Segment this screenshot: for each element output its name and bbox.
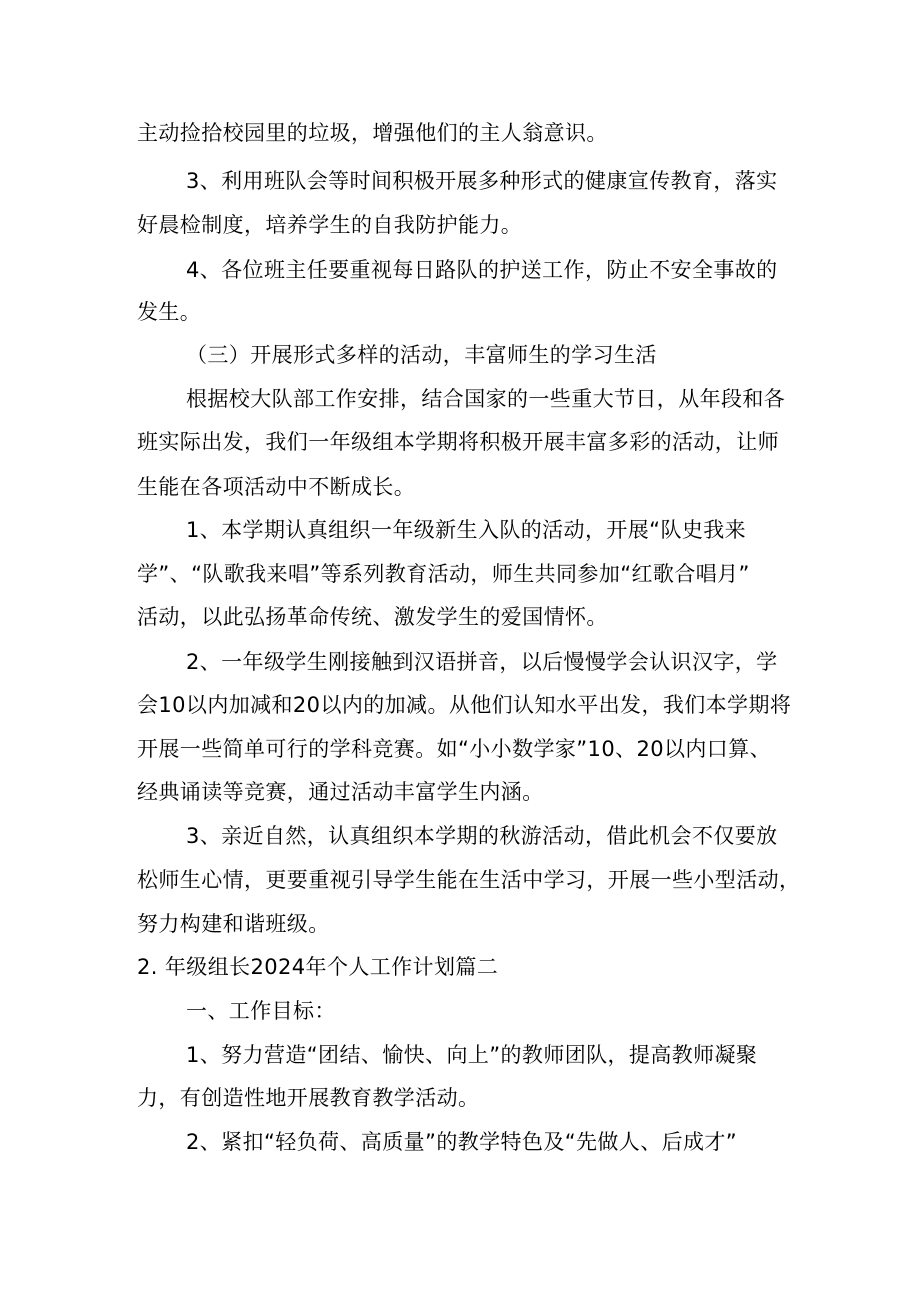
text-line: 4、各位班主任要重视每日路队的护送工作，防止不安全事故的 xyxy=(186,258,778,282)
text-line: 班实际出发，我们一年级组本学期将积极开展丰富多彩的活动，让师 xyxy=(137,430,779,454)
text-line: 经典诵读等竞赛，通过活动丰富学生内涵。 xyxy=(137,780,544,804)
text-line: 主动捡拾校园里的垃圾，增强他们的主人翁意识。 xyxy=(137,121,608,145)
text-line: 好晨检制度，培养学生的自我防护能力。 xyxy=(137,213,523,237)
text-line: 生能在各项活动中不断成长。 xyxy=(137,475,416,499)
text-line: 发生。 xyxy=(137,300,202,324)
text-line: 活动，以此弘扬革命传统、激发学生的爱国情怀。 xyxy=(137,605,608,629)
section-heading: （三）开展形式多样的活动，丰富师生的学习生活 xyxy=(186,343,657,367)
text-line: 努力构建和谐班级。 xyxy=(137,912,330,936)
text-line: 1、努力营造“团结、愉快、向上”的教师团队，提高教师凝聚 xyxy=(186,1043,758,1067)
text-line: 2、一年级学生刚接触到汉语拼音，以后慢慢学会认识汉字，学 xyxy=(186,650,778,674)
text-line: 根据校大队部工作安排，结合国家的一些重大节日，从年段和各 xyxy=(186,387,786,411)
text-line: 学”、“队歌我来唱”等系列教育活动，师生共同参加“红歌合唱月” xyxy=(137,562,750,586)
text-line: 松师生心情，更要重视引导学生能在生活中学习，开展一些小型活动， xyxy=(137,868,801,892)
text-line: 2、紧扣“轻负荷、高质量”的教学特色及“先做人、后成才” xyxy=(186,1130,738,1154)
text-line: 会10以内加减和20以内的加减。从他们认知水平出发，我们本学期将 xyxy=(137,693,792,717)
text-line: 1、本学期认真组织一年级新生入队的活动，开展“队史我来 xyxy=(186,518,747,542)
section-heading: 一、工作目标： xyxy=(186,999,336,1023)
text-line: 3、利用班队会等时间积极开展多种形式的健康宣传教育，落实 xyxy=(186,169,778,193)
text-line: 力，有创造性地开展教育教学活动。 xyxy=(137,1086,480,1110)
text-line: 3、亲近自然，认真组织本学期的秋游活动，借此机会不仅要放 xyxy=(186,824,778,848)
text-line: 开展一些简单可行的学科竞赛。如“小小数学家”10、20以内口算、 xyxy=(137,737,771,761)
section-title: 2. 年级组长2024年个人工作计划篇二 xyxy=(137,955,499,979)
